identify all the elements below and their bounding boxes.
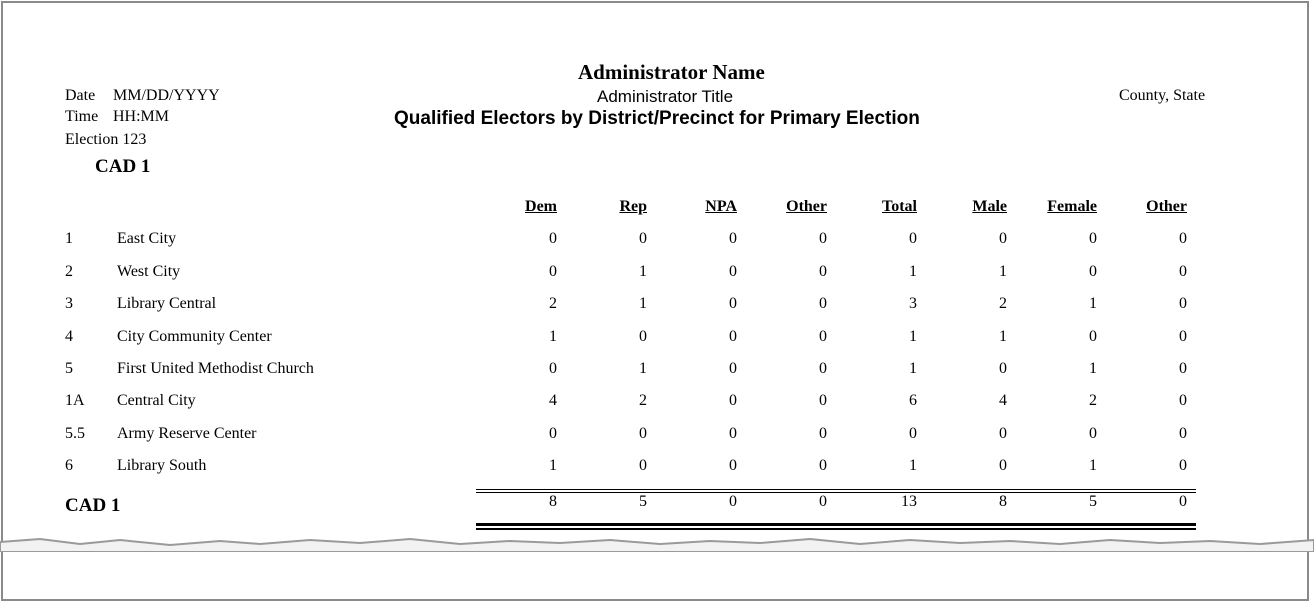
count-cell: 0 <box>729 328 737 345</box>
precinct-id: 1A <box>65 392 85 409</box>
count-cell: 1 <box>639 295 647 312</box>
count-cell: 0 <box>819 328 827 345</box>
count-cell: 0 <box>549 425 557 442</box>
precinct-id: 5 <box>65 360 73 377</box>
count-cell: 0 <box>819 392 827 409</box>
count-cell: 1 <box>1089 457 1097 474</box>
date-label: Date <box>65 87 96 104</box>
precinct-name: West City <box>117 263 181 280</box>
count-cell: 1 <box>1089 360 1097 377</box>
total-cell: 8 <box>549 493 557 510</box>
count-cell: 0 <box>549 230 557 247</box>
total-cell: 5 <box>639 493 647 510</box>
precinct-id: 4 <box>65 328 73 345</box>
count-cell: 0 <box>729 425 737 442</box>
count-cell: 2 <box>639 392 647 409</box>
count-cell: 0 <box>909 425 917 442</box>
total-cell: 0 <box>819 493 827 510</box>
count-cell: 0 <box>819 360 827 377</box>
count-cell: 0 <box>729 230 737 247</box>
precinct-name: Library Central <box>117 295 217 312</box>
count-cell: 0 <box>1179 425 1187 442</box>
count-cell: 1 <box>909 457 917 474</box>
count-cell: 0 <box>909 230 917 247</box>
count-cell: 4 <box>999 392 1007 409</box>
count-cell: 2 <box>1089 392 1097 409</box>
precinct-id: 3 <box>65 295 73 312</box>
count-cell: 0 <box>639 328 647 345</box>
date-value: MM/DD/YYYY <box>113 87 220 104</box>
count-cell: 1 <box>909 360 917 377</box>
total-cell: 8 <box>999 493 1007 510</box>
count-cell: 0 <box>729 360 737 377</box>
count-cell: 0 <box>639 230 647 247</box>
totals-top-rule <box>476 489 1196 490</box>
count-cell: 0 <box>1089 425 1097 442</box>
precinct-id: 2 <box>65 263 73 280</box>
count-cell: 2 <box>999 295 1007 312</box>
report-title: Qualified Electors by District/Precinct for Primary Election <box>394 108 920 129</box>
count-cell: 1 <box>909 328 917 345</box>
precinct-name: Army Reserve Center <box>117 425 257 442</box>
count-cell: 2 <box>549 295 557 312</box>
count-cell: 1 <box>1089 295 1097 312</box>
count-cell: 0 <box>999 360 1007 377</box>
column-header: NPA <box>705 198 737 215</box>
count-cell: 0 <box>729 392 737 409</box>
precinct-name: First United Methodist Church <box>117 360 314 377</box>
precinct-id: 5.5 <box>65 425 85 442</box>
column-header: Male <box>972 198 1007 215</box>
count-cell: 0 <box>819 263 827 280</box>
count-cell: 1 <box>639 360 647 377</box>
column-header: Rep <box>619 198 647 215</box>
count-cell: 1 <box>999 328 1007 345</box>
count-cell: 0 <box>1179 360 1187 377</box>
count-cell: 0 <box>639 425 647 442</box>
precinct-name: Central City <box>117 392 196 409</box>
total-cell: 0 <box>729 493 737 510</box>
column-header: Total <box>882 198 917 215</box>
count-cell: 1 <box>549 328 557 345</box>
count-cell: 0 <box>819 457 827 474</box>
count-cell: 1 <box>549 457 557 474</box>
group-header: CAD 1 <box>95 156 151 177</box>
count-cell: 0 <box>729 263 737 280</box>
precinct-name: East City <box>117 230 177 247</box>
count-cell: 0 <box>819 425 827 442</box>
count-cell: 0 <box>819 295 827 312</box>
count-cell: 1 <box>639 263 647 280</box>
count-cell: 0 <box>1179 392 1187 409</box>
count-cell: 3 <box>909 295 917 312</box>
count-cell: 0 <box>999 230 1007 247</box>
count-cell: 1 <box>999 263 1007 280</box>
time-label: Time <box>65 108 99 125</box>
precinct-name: City Community Center <box>117 328 272 345</box>
election-label: Election 123 <box>65 131 147 148</box>
column-header: Female <box>1047 198 1097 215</box>
torn-edge <box>0 528 1314 552</box>
count-cell: 0 <box>819 230 827 247</box>
count-cell: 0 <box>549 360 557 377</box>
count-cell: 4 <box>549 392 557 409</box>
count-cell: 0 <box>1089 328 1097 345</box>
precinct-name: Library South <box>117 457 207 474</box>
total-cell: 5 <box>1089 493 1097 510</box>
count-cell: 6 <box>909 392 917 409</box>
column-header: Other <box>1146 198 1187 215</box>
count-cell: 0 <box>1179 263 1187 280</box>
precinct-id: 1 <box>65 230 73 247</box>
count-cell: 1 <box>909 263 917 280</box>
county-state: County, State <box>1119 87 1206 104</box>
column-header: Dem <box>525 198 557 215</box>
count-cell: 0 <box>1089 263 1097 280</box>
total-cell: 13 <box>901 493 917 510</box>
administrator-title: Administrator Title <box>597 87 734 106</box>
group-footer: CAD 1 <box>65 495 121 516</box>
totals-bottom-rule <box>476 523 1196 526</box>
count-cell: 0 <box>999 457 1007 474</box>
count-cell: 0 <box>639 457 647 474</box>
count-cell: 0 <box>1179 457 1187 474</box>
total-cell: 0 <box>1179 493 1187 510</box>
administrator-name: Administrator Name <box>578 60 765 84</box>
count-cell: 0 <box>729 457 737 474</box>
count-cell: 0 <box>729 295 737 312</box>
count-cell: 0 <box>1179 230 1187 247</box>
count-cell: 0 <box>1179 328 1187 345</box>
precinct-id: 6 <box>65 457 73 474</box>
count-cell: 0 <box>1089 230 1097 247</box>
count-cell: 0 <box>1179 295 1187 312</box>
count-cell: 0 <box>999 425 1007 442</box>
column-header: Other <box>786 198 827 215</box>
count-cell: 0 <box>549 263 557 280</box>
time-value: HH:MM <box>113 108 170 125</box>
